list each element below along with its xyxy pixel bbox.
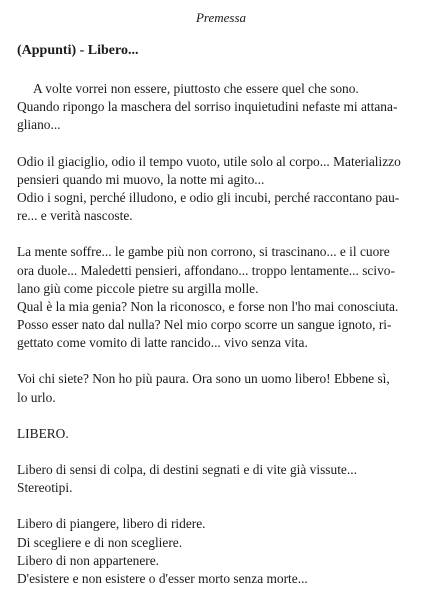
text-line: ora duole... Maledetti pensieri, affondano... troppo lentamente... scivo- bbox=[17, 262, 395, 278]
running-header: Premessa bbox=[195, 10, 247, 25]
text-line: Posso esser nato dal nulla? Nel mio corpo scorre un sangue ignoto, ri- bbox=[17, 317, 392, 333]
text-line: Odio i sogni, perché illudono, e odio gli incubi, perché raccontano pau- bbox=[17, 189, 400, 205]
paragraph-2 bbox=[17, 153, 427, 226]
text-line: gettato come vomito di latte rancido... vivo senza vita. bbox=[17, 335, 308, 351]
text-line: D'esistere e non esistere o d'esser morto senza morte... bbox=[17, 570, 308, 586]
text-line: lano giù come piccole pietre su argilla molle. bbox=[17, 280, 259, 296]
text-line: Stereotipi. bbox=[17, 480, 73, 496]
paragraph-7 bbox=[17, 515, 427, 588]
text-line: Quando ripongo la maschera del sorriso inquietudini nefaste mi attana- bbox=[17, 99, 398, 115]
paragraph-6 bbox=[17, 461, 427, 497]
text-line: Libero di non appartenere. bbox=[17, 552, 160, 568]
document-title: (Appunti) - Libero... bbox=[17, 43, 139, 58]
text-line: LIBERO. bbox=[17, 425, 69, 441]
text-line: A volte vorrei non essere, piuttosto che essere quel che sono. bbox=[33, 81, 359, 96]
paragraph-5 bbox=[17, 425, 427, 443]
text-line: La mente soffre... le gambe più non corrono, si trascinano... e il cuore bbox=[17, 244, 390, 260]
text-line: lo urlo. bbox=[17, 389, 56, 405]
paragraph-1 bbox=[17, 80, 427, 135]
text-line: pensieri quando mi muovo, la notte mi agito... bbox=[17, 171, 265, 187]
text-line: Libero di piangere, libero di ridere. bbox=[17, 516, 206, 532]
text-line: Libero di sensi di colpa, di destini segnati e di vite già vissute... bbox=[17, 462, 357, 477]
document-body bbox=[17, 42, 427, 606]
text-line: Voi chi siete? Non ho più paura. Ora sono un uomo libero! Ebbene sì, bbox=[17, 371, 390, 387]
text-line: Qual è la mia genia? Non la riconosco, e forse non l'ho mai conosciuta. bbox=[17, 298, 399, 314]
text-line: gliano... bbox=[17, 117, 61, 133]
paragraph-4 bbox=[17, 370, 427, 406]
text-line: Odio il giaciglio, odio il tempo vuoto, utile solo al corpo... Materializzo bbox=[17, 153, 401, 169]
text-line: Di scegliere e di non scegliere. bbox=[17, 534, 183, 550]
text-line: re... e verità nascoste. bbox=[17, 208, 133, 224]
paragraph-3 bbox=[17, 243, 427, 352]
